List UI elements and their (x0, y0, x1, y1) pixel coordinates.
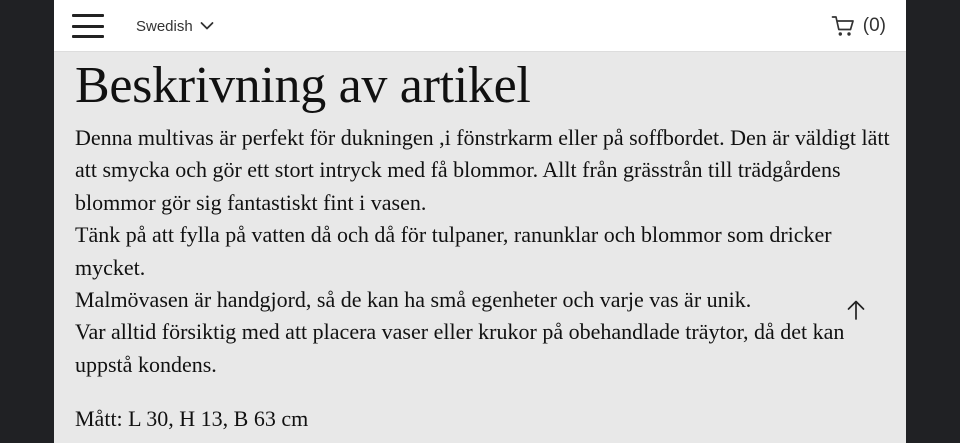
menu-line (72, 25, 104, 28)
menu-line (72, 14, 104, 17)
chevron-down-icon (200, 21, 214, 31)
arrow-up-icon[interactable] (844, 298, 868, 322)
top-bar (54, 0, 906, 52)
measurements: Mått: L 30, H 13, B 63 cm (75, 406, 309, 432)
language-selector[interactable] (136, 16, 214, 36)
description-paragraph: Tänk på att fylla på vatten då och då för tulpaner, ranunklar och blommor som dricker mycket. (75, 222, 832, 280)
article-heading: Beskrivning av artikel (75, 57, 531, 114)
shopping-cart-icon (831, 14, 855, 38)
description-paragraph: Denna multivas är perfekt för dukningen ,i fönstrkarm eller på soffbordet. Den är väldigt lätt att smycka och gör ett stort intryck med få blommor. Allt från grässtrån till trädgårdens blommor gör sig fantastiskt fint i vasen. (75, 125, 890, 215)
cart-count: (0) (862, 15, 886, 36)
description-paragraph: Malmövasen är handgjord, så de kan ha små egenheter och varje vas är unik. (75, 287, 752, 313)
cart-button[interactable] (831, 13, 886, 39)
hamburger-menu-icon[interactable] (72, 14, 104, 38)
language-label: Swedish (136, 17, 193, 35)
article-content (75, 56, 890, 435)
description-paragraph: Var alltid försiktig med att placera vaser eller krukor på obehandlade träytor, då det kan uppstå kondens. (75, 319, 845, 377)
article-description (75, 122, 890, 381)
menu-line (72, 35, 104, 38)
page-frame (54, 0, 906, 443)
